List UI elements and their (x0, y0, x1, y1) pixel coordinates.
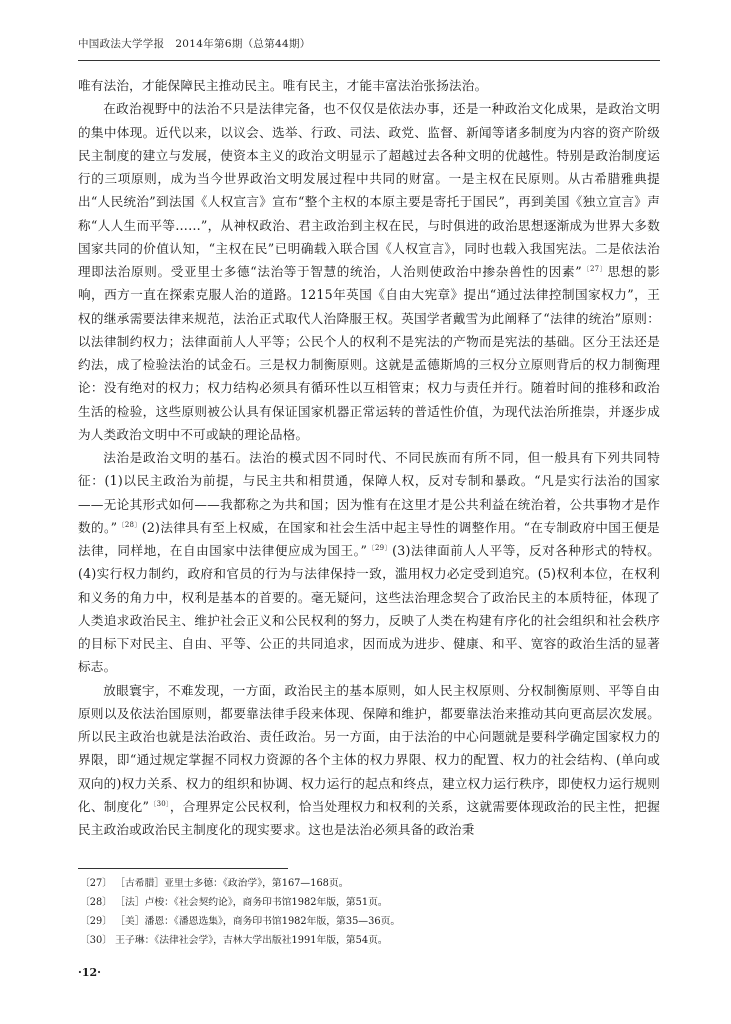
paragraph (78, 74, 660, 97)
paragraph-text: 法治是政治文明的基石。法治的模式因不同时代、不同民族而有所不同，但一般具有下列共同特征：(1)以民主政治为前提，与民主共和相贯通，保障人权，反对专制和暴政。“凡是实行法治的国家——无论其形式如何——我都称之为共和国；因为惟有在这里才是公共利益在统治着，公共事物才是作数的。” (78, 450, 660, 535)
paragraph-text: (3)法律面前人人平等，反对各种形式的特权。(4)实行权力制约，政府和官员的行为与法律保持一致，滥用权力必定受到追究。(5)权利本位，在权利和义务的角力中，权利是基本的首要的。毫无疑问，这些法治理念契合了政治民主的本质特征，体现了人类追求政治民主、维护社会正义和公民权利的努力，反映了人类在构建有序化的社会组织和社会秩序的目标下对民主、自由、平等、公正的共同追求，因而成为进步、健康、和平、宽容的政治生活的显著标志。 (78, 543, 660, 675)
header-rule (78, 60, 660, 61)
footnotes (80, 874, 660, 950)
paragraph-text: 唯有法治，才能保障民主推动民主。唯有民主，才能丰富法治张扬法治。 (78, 78, 488, 93)
running-header (78, 36, 311, 51)
footnote: 〔30〕 王子琳：《法律社会学》，吉林大学出版社1991年版，第54页。 (80, 935, 388, 946)
footnote-separator (78, 868, 288, 869)
paragraph-text: 放眼寰宇，不难发现，一方面，政治民主的基本原则，如人民主权原则、分权制衡原则、平等自由原则以及依法治国原则，都要靠法律手段来体现、保障和维护，都要靠法治来推动其向更高层次发展。所以民主政治也就是法治政治、责任政治。另一方面，由于法治的中心问题就是要科学确定国家权力的界限，即“通过规定掌握不同权力资源的各个主体的权力界限、权力的配置、权力的社会结构、(单向或双向的)权力关系、权力的组织和协调、权力运行的起点和终点，建立权力运行秩序，即使权力运行规则化、制度化” (78, 682, 660, 814)
page-number: ·12· (78, 966, 101, 979)
paragraph-text: ，合理界定公民权利，恰当处理权力和权利的关系，这就需要体现政治的民主性，把握民主政治或政治民主制度化的现实要求。这也是法治必须具备的政治秉 (78, 798, 660, 837)
citation-marker: 〔28〕 (117, 520, 142, 529)
footnote: 〔27〕 ［古希腊］亚里士多德：《政治学》，第167—168页。 (80, 878, 349, 889)
paragraph-text: 在政治视野中的法治不只是法律完备，也不仅仅是依法办事，还是一种政治文化成果，是政治文明的集中体现。近代以来，以议会、选举、行政、司法、政党、监督、新闻等诸多制度为内容的资产阶级民主制度的建立与发展，使资本主义的政治文明显示了超越过去各种文明的优越性。特别是政治制度运行的三项原则，成为当今世界政治文明发展过程中共同的财富。一是主权在民原则。从古希腊雅典提出“人民统治”到法国《人权宣言》宣布“整个主权的本原主要是寄托于国民”，再到美国《独立宣言》声称“人人生而平等……”，从神权政治、君主政治到主权在民，与时俱进的政治思想逐渐成为世界大多数国家共同的价值认知，“主权在民”已明确载入联合国《人权宣言》，同时也载入我国宪法。二是依法治理即法治原则。受亚里士多德“法治等于智慧的统治，人治则使政治中掺杂兽性的因素” (78, 101, 660, 279)
journal-name: 中国政法大学学报 (78, 38, 165, 50)
citation-marker: 〔27〕 (581, 264, 608, 273)
body-text (78, 74, 660, 841)
issue-info: 2014年第6期（总第44期） (175, 38, 311, 50)
footnote: 〔28〕 ［法］卢梭：《社会契约论》，商务印书馆1982年版，第51页。 (80, 897, 388, 908)
citation-marker: 〔29〕 (367, 543, 393, 552)
citation-marker: 〔30〕 (149, 799, 170, 808)
paragraph-text: (2)法律具有至上权威，在国家和社会生活中起主导性的调整作用。“在专制政府中国王便是法律，同样地，在自由国家中法律便应成为国王。” (78, 519, 660, 558)
paragraph-text: 思想的影响，西方一直在探索克服人治的道路。1215年英国《自由大宪章》提出“通过法律控制国家权力”，王权的继承需要法律来规范，法治正式取代人治降服王权。英国学者戴雪为此阐释了“法律的统治”原则：以法律制约权力；法律面前人人平等；公民个人的权利不是宪法的产物而是宪法的基础。区分王法还是约法，成了检验法治的试金石。三是权力制衡原则。这就是孟德斯鸠的三权分立原则背后的权力制衡理论：没有绝对的权力；权力结构必须具有循环性以互相管束；权力与责任并行。随着时间的推移和政治生活的检验，这些原则被公认具有保证国家机器正常运转的普适性价值，为现代法治所推崇，并逐步成为人类政治文明中不可或缺的理论品格。 (78, 264, 660, 442)
paragraph (78, 97, 660, 446)
footnote: 〔29〕 ［美］潘恩：《潘恩选集》，商务印书馆1982年版，第35—36页。 (80, 916, 401, 927)
paragraph (78, 679, 660, 842)
paragraph (78, 446, 660, 679)
